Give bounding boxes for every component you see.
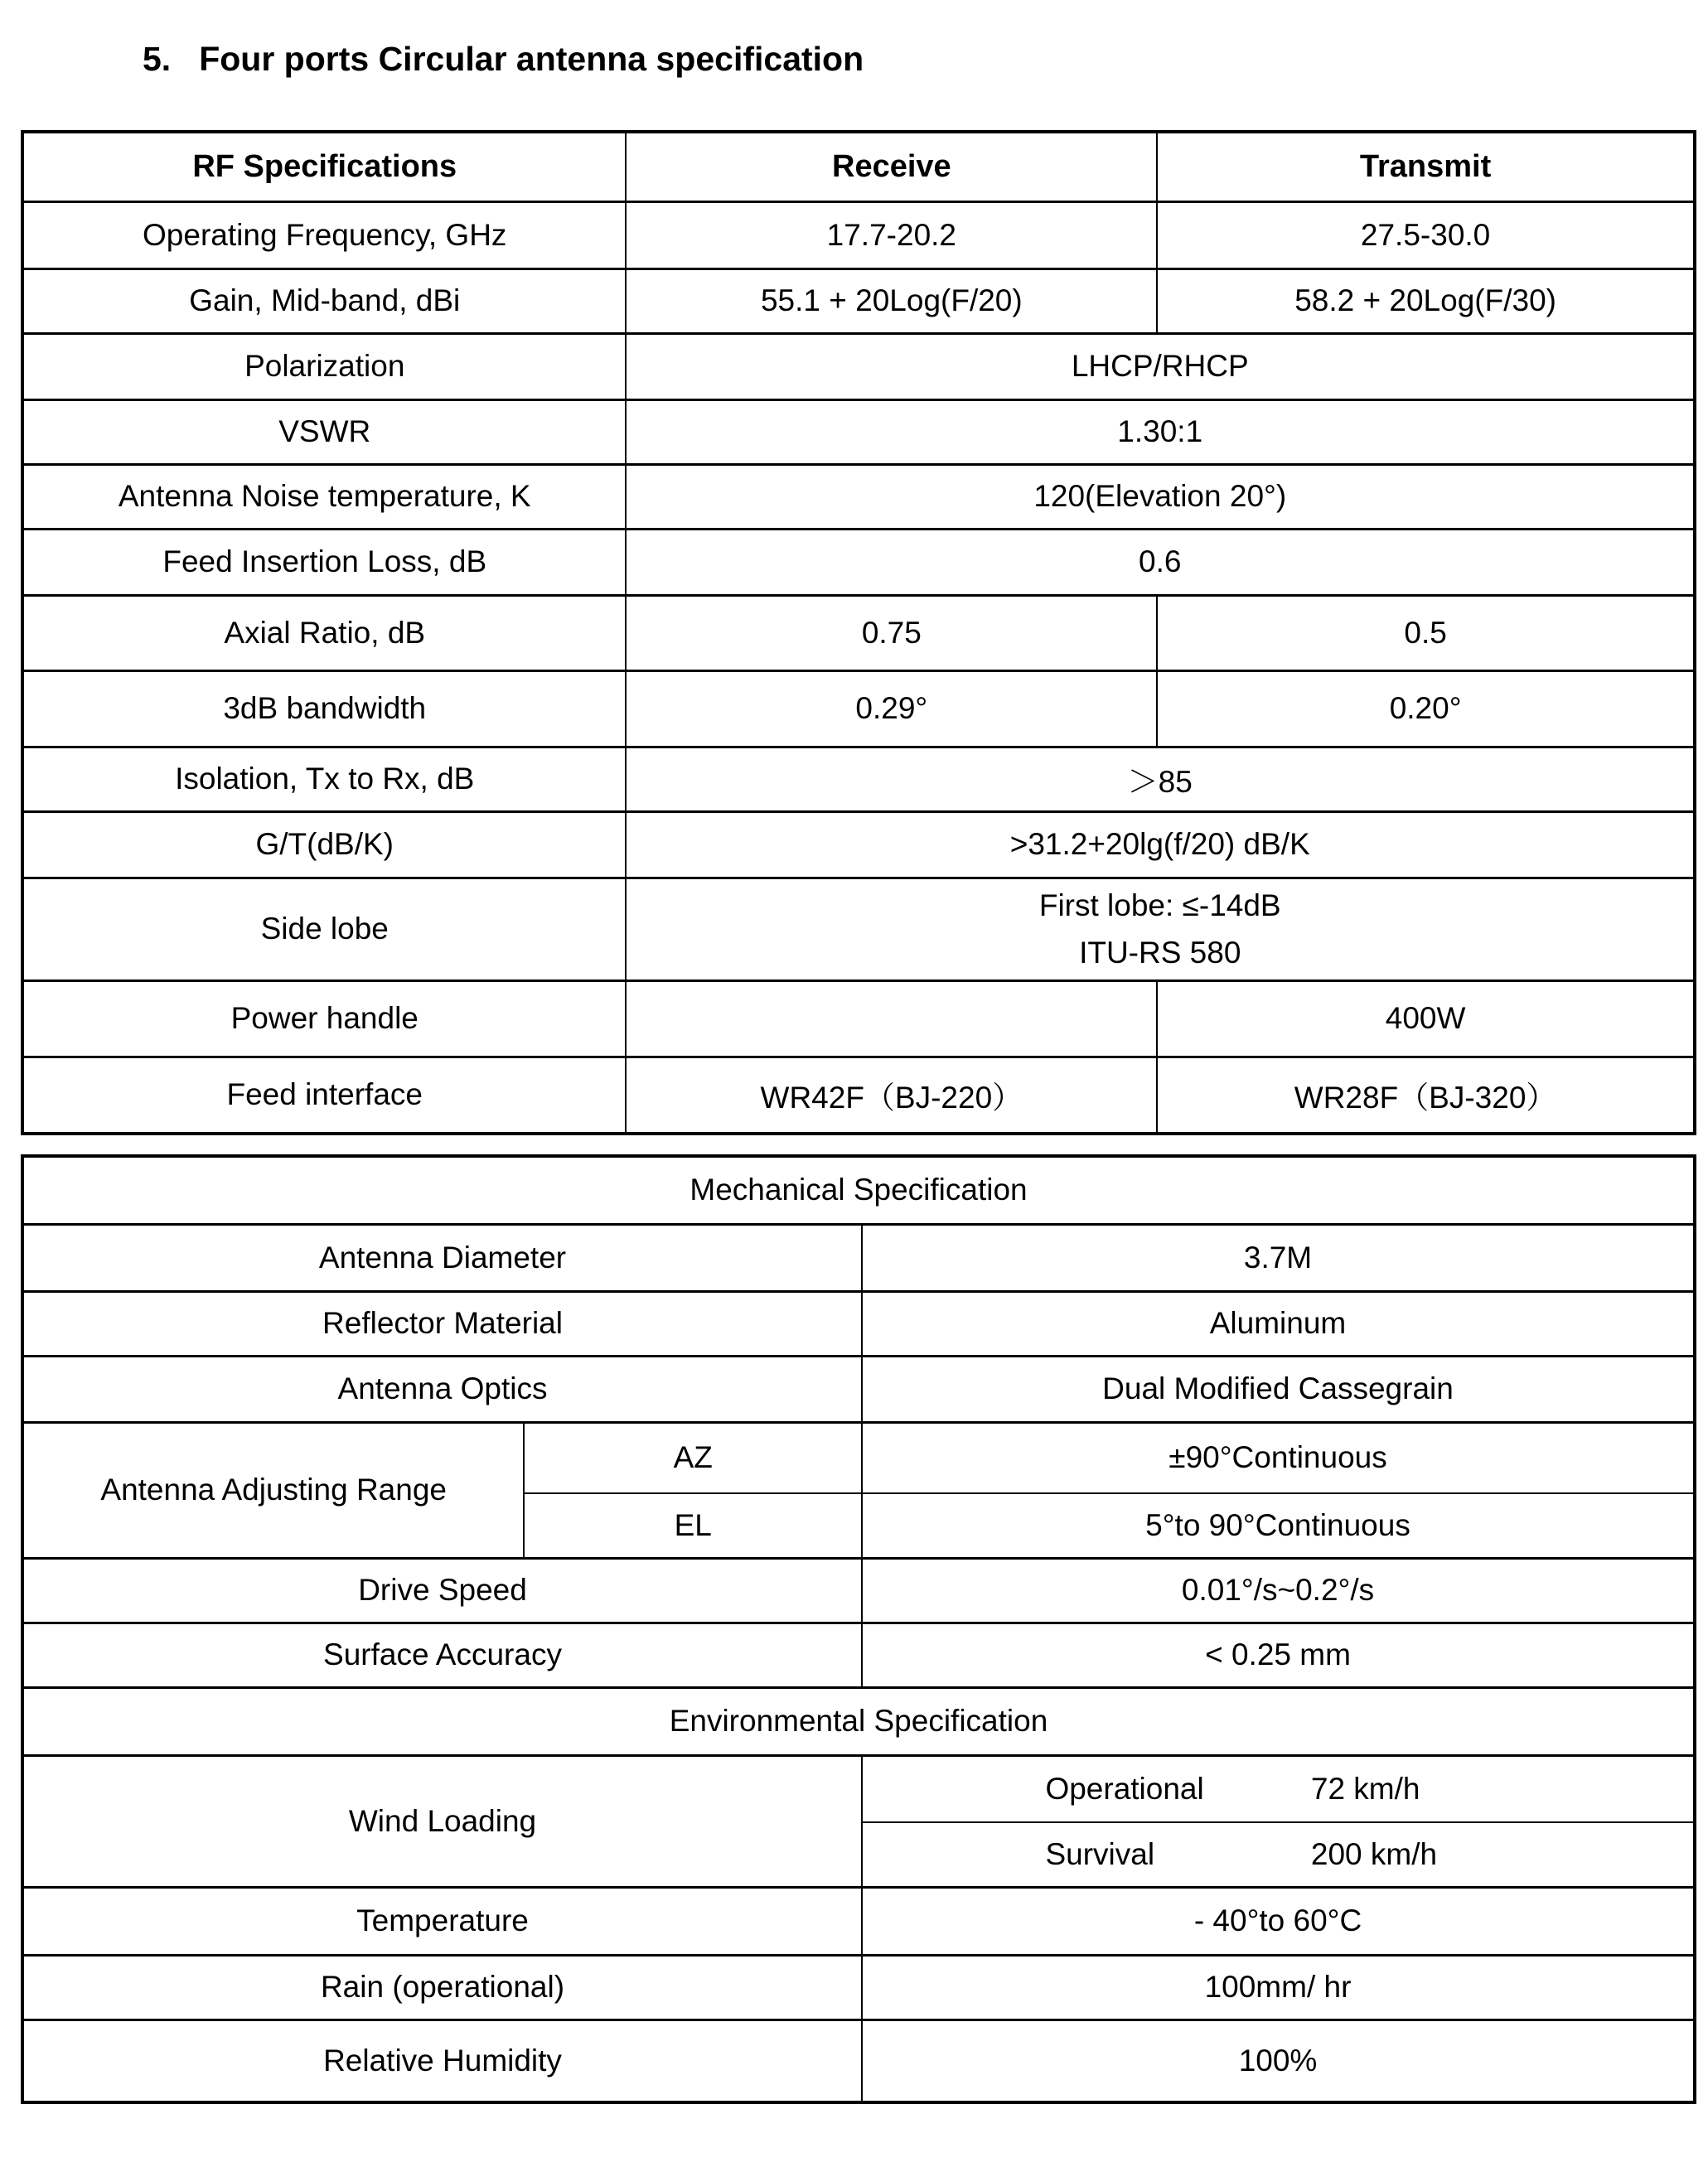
table-row	[22, 1291, 1695, 1356]
env-value-humidity: 100%	[862, 2019, 1695, 2102]
rf-transmit-operating-frequency: 27.5-30.0	[1157, 201, 1695, 268]
rf-label-feed-insertion-loss: Feed Insertion Loss, dB	[22, 529, 626, 595]
rf-label-feed-interface: Feed interface	[22, 1057, 626, 1134]
table-row	[22, 1955, 1695, 2019]
table-row	[22, 1623, 1695, 1687]
rf-header-transmit: Transmit	[1157, 132, 1695, 201]
rf-value-noise-temperature: 120(Elevation 20°)	[626, 464, 1695, 529]
mech-label-drive-speed: Drive Speed	[22, 1558, 862, 1623]
env-label-humidity: Relative Humidity	[22, 2019, 862, 2102]
rf-label-axial-ratio: Axial Ratio, dB	[22, 595, 626, 670]
env-value-rain: 100mm/ hr	[862, 1955, 1695, 2019]
table-row	[22, 399, 1695, 464]
rf-transmit-power-handle: 400W	[1157, 980, 1695, 1057]
table-row	[22, 878, 1695, 980]
mech-label-az: AZ	[524, 1422, 862, 1493]
table-row	[22, 268, 1695, 333]
title-text: Four ports Circular antenna specification	[199, 40, 864, 78]
mech-label-surface-accuracy: Surface Accuracy	[22, 1623, 862, 1687]
table-header-row	[22, 132, 1695, 201]
table-row	[22, 811, 1695, 878]
table-row	[22, 1356, 1695, 1422]
section-header-mechanical: Mechanical Specification	[22, 1156, 1695, 1224]
mech-value-drive-speed: 0.01°/s~0.2°/s	[862, 1558, 1695, 1623]
rf-specifications-table	[21, 130, 1696, 1135]
title-number: 5.	[143, 40, 172, 78]
table-row	[22, 464, 1695, 529]
table-row	[22, 980, 1695, 1057]
env-value-temperature: - 40°to 60°C	[862, 1887, 1695, 1955]
mech-value-surface-accuracy: < 0.25 mm	[862, 1623, 1695, 1687]
mech-value-reflector-material: Aluminum	[862, 1291, 1695, 1356]
side-lobe-line2: ITU-RS 580	[1079, 936, 1241, 970]
wind-survival-value: 200 km/h	[1310, 1836, 1438, 1871]
rf-value-isolation: ＞85	[626, 747, 1695, 811]
table-row	[22, 595, 1695, 670]
rf-transmit-gain: 58.2 + 20Log(F/30)	[1157, 268, 1695, 333]
rf-receive-3db-bandwidth: 0.29°	[626, 670, 1157, 747]
table-row	[22, 1224, 1695, 1291]
table-row	[22, 1422, 1695, 1493]
mech-label-antenna-diameter: Antenna Diameter	[22, 1224, 862, 1291]
rf-value-vswr: 1.30:1	[626, 399, 1695, 464]
mech-value-antenna-optics: Dual Modified Cassegrain	[862, 1356, 1695, 1422]
rf-transmit-feed-interface: WR28F（BJ-320）	[1157, 1057, 1695, 1134]
table-row	[22, 1558, 1695, 1623]
rf-receive-power-handle	[626, 980, 1157, 1057]
wind-operational-label: Operational	[1045, 1771, 1204, 1806]
wind-survival-label: Survival	[1045, 1836, 1155, 1871]
mech-label-el: EL	[524, 1493, 862, 1558]
section-header-row	[22, 1156, 1695, 1224]
table-row	[22, 1057, 1695, 1134]
rf-value-side-lobe	[626, 878, 1695, 980]
env-value-wind-survival	[862, 1822, 1695, 1887]
section-header-environmental: Environmental Specification	[22, 1687, 1695, 1755]
rf-receive-feed-interface: WR42F（BJ-220）	[626, 1057, 1157, 1134]
mech-value-antenna-diameter: 3.7M	[862, 1224, 1695, 1291]
env-label-wind-loading: Wind Loading	[22, 1755, 862, 1887]
rf-label-3db-bandwidth: 3dB bandwidth	[22, 670, 626, 747]
mech-label-antenna-optics: Antenna Optics	[22, 1356, 862, 1422]
rf-label-side-lobe: Side lobe	[22, 878, 626, 980]
env-label-temperature: Temperature	[22, 1887, 862, 1955]
mech-value-el: 5°to 90°Continuous	[862, 1493, 1695, 1558]
env-label-rain: Rain (operational)	[22, 1955, 862, 2019]
table-row	[22, 201, 1695, 268]
page-title	[0, 0, 1708, 79]
rf-label-isolation: Isolation, Tx to Rx, dB	[22, 747, 626, 811]
mech-value-az: ±90°Continuous	[862, 1422, 1695, 1493]
rf-label-operating-frequency: Operating Frequency, GHz	[22, 201, 626, 268]
rf-label-polarization: Polarization	[22, 333, 626, 399]
table-row	[22, 1755, 1695, 1822]
rf-label-vswr: VSWR	[22, 399, 626, 464]
rf-header-spec: RF Specifications	[22, 132, 626, 201]
rf-receive-operating-frequency: 17.7-20.2	[626, 201, 1157, 268]
rf-transmit-axial-ratio: 0.5	[1157, 595, 1695, 670]
rf-label-g-over-t: G/T(dB/K)	[22, 811, 626, 878]
rf-receive-gain: 55.1 + 20Log(F/20)	[626, 268, 1157, 333]
mech-label-adjusting-range: Antenna Adjusting Range	[22, 1422, 524, 1558]
table-row	[22, 747, 1695, 811]
rf-header-receive: Receive	[626, 132, 1157, 201]
rf-value-g-over-t: >31.2+20lg(f/20) dB/K	[626, 811, 1695, 878]
table-row	[22, 333, 1695, 399]
rf-value-polarization: LHCP/RHCP	[626, 333, 1695, 399]
table-row	[22, 2019, 1695, 2102]
rf-receive-axial-ratio: 0.75	[626, 595, 1157, 670]
side-lobe-line1: First lobe: ≤-14dB	[1038, 888, 1281, 922]
table-row	[22, 1887, 1695, 1955]
section-header-row	[22, 1687, 1695, 1755]
table-row	[22, 529, 1695, 595]
mech-label-reflector-material: Reflector Material	[22, 1291, 862, 1356]
rf-value-feed-insertion-loss: 0.6	[626, 529, 1695, 595]
rf-transmit-3db-bandwidth: 0.20°	[1157, 670, 1695, 747]
rf-label-noise-temperature: Antenna Noise temperature, K	[22, 464, 626, 529]
rf-label-gain: Gain, Mid-band, dBi	[22, 268, 626, 333]
rf-label-power-handle: Power handle	[22, 980, 626, 1057]
env-value-wind-operational	[862, 1755, 1695, 1822]
mechanical-environmental-table	[21, 1154, 1696, 2104]
wind-operational-value: 72 km/h	[1310, 1771, 1420, 1806]
table-row	[22, 670, 1695, 747]
